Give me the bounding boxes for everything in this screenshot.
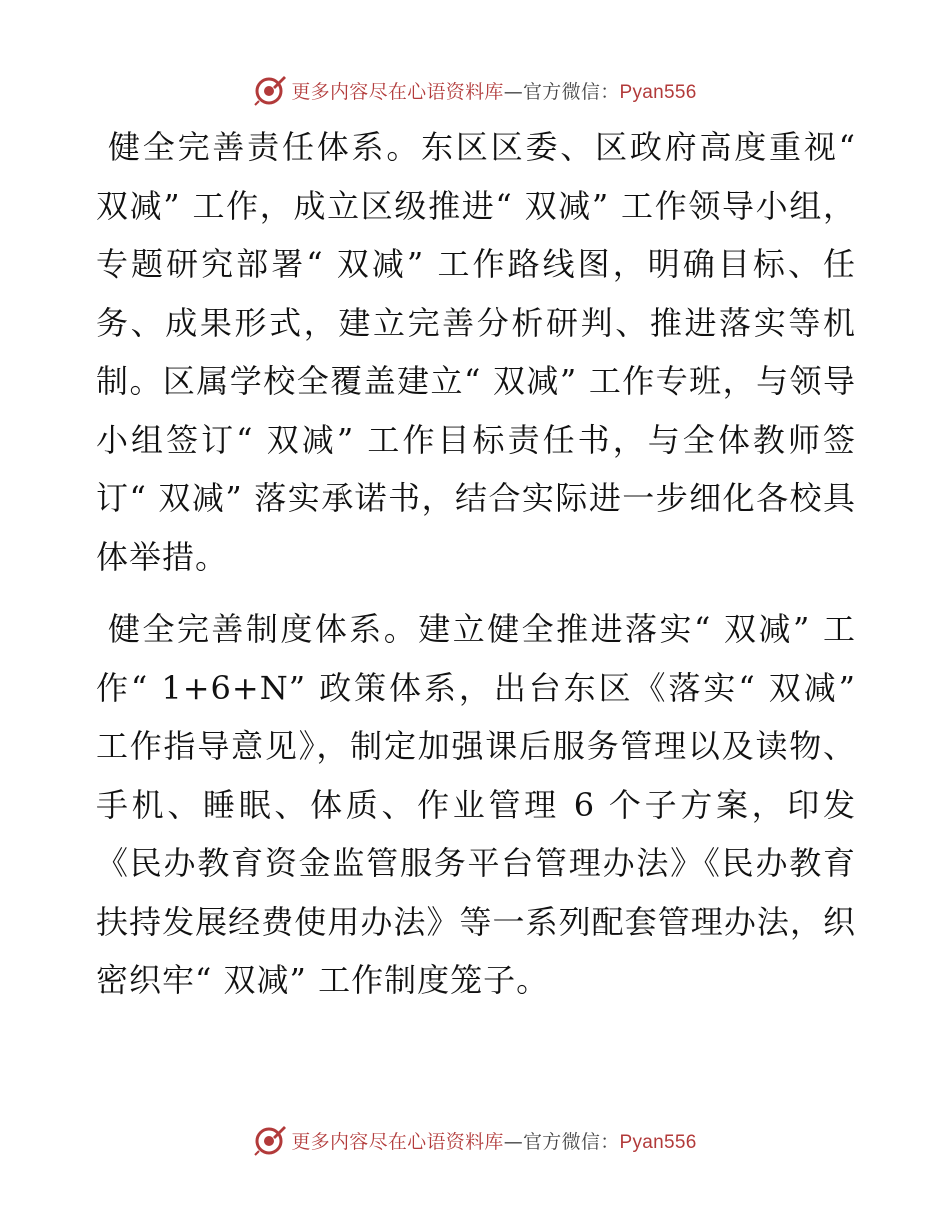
pen-circle-logo-icon [253,73,287,107]
footer-banner-text [291,1127,696,1154]
header-banner [0,70,950,110]
header-banner-text [291,77,696,104]
header-wechat-label: —官方微信： [503,80,620,103]
header-site-text: 更多内容尽在心语资料库 [291,80,504,103]
footer-wechat-label: —官方微信： [503,1130,620,1153]
paragraph-responsibility-system: 健全完善责任体系。东区区委、区政府高度重视“ 双减” 工作，成立区级推进“ 双减” 工作领导小组，专题研究部署“ 双减” 工作路线图，明确目标、任务、成果形式，建立完善分析研判、推进落实等机制。区属学校全覆盖建立“ 双减” 工作专班，与领导小组签订“ 双减” 工作目标责任书，与全体教师签订“ 双减” 落实承诺书，结合实际进一步细化各校具体举措。 [96,128,856,576]
footer-wechat-id: Pyan556 [619,1131,697,1153]
document-body [96,118,856,1024]
footer-site-text: 更多内容尽在心语资料库 [291,1130,504,1153]
paragraph-policy-system: 健全完善制度体系。建立健全推进落实“ 双减” 工作“ 1+6+N” 政策体系，出台东区《落实“ 双减” 工作指导意见》，制定加强课后服务管理以及读物、手机、睡眠、体质、作业管理 6 个子方案，印发《民办教育资金监管服务平台管理办法》《民办教育扶持发展经费使用办法》等一系列配套管理办法，织密织牢“ 双减” 工作制度笼子。 [96,610,856,999]
header-wechat-id: Pyan556 [619,81,697,103]
pen-circle-logo-icon [253,1123,287,1157]
footer-banner [0,1120,950,1160]
